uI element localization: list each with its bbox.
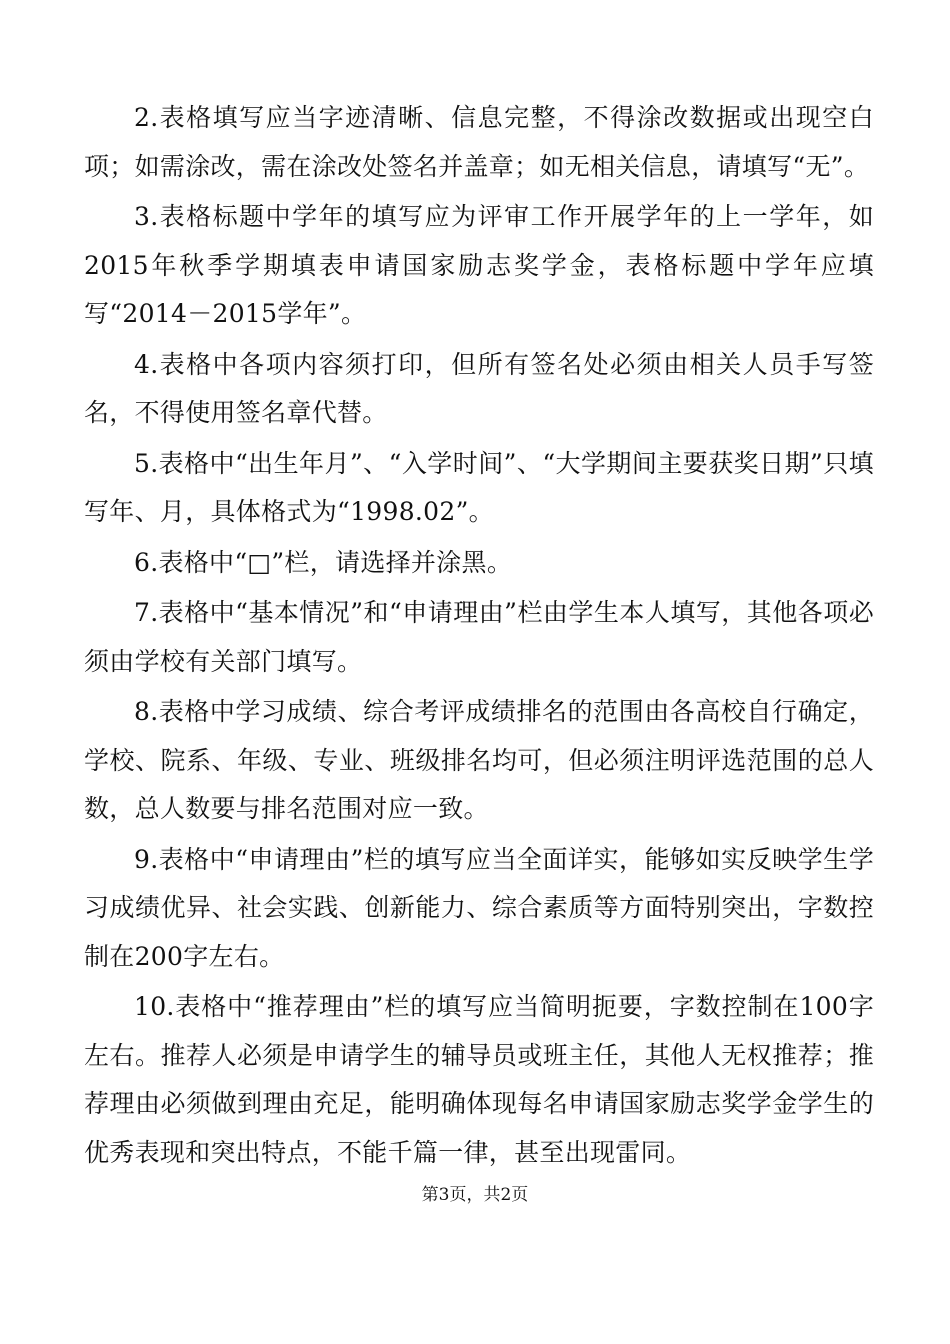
- instruction-item-8: 8.表格中学习成绩、综合考评成绩排名的范围由各高校自行确定，学校、院系、年级、专业、班级排名均可，但必须注明评选范围的总人数，总人数要与排名范围对应一致。: [84, 697, 874, 823]
- instruction-item-4: 4.表格中各项内容须打印，但所有签名处必须由相关人员手写签名，不得使用签名章代替。: [84, 349, 874, 427]
- instruction-item-6: 6.表格中“□”栏，请选择并涂黑。: [134, 547, 513, 577]
- document-body: [84, 94, 874, 1177]
- instruction-item-5: 5.表格中“出生年月”、“入学时间”、“大学期间主要获奖日期”只填写年、月，具体格式为“1998.02”。: [84, 448, 874, 526]
- instruction-item-2: 2.表格填写应当字迹清晰、信息完整，不得涂改数据或出现空白项；如需涂改，需在涂改处签名并盖章；如无相关信息，请填写“无”。: [84, 103, 874, 181]
- page-number-footer: 第3页，共2页: [421, 1185, 529, 1205]
- instruction-item-9: 9.表格中“申请理由”栏的填写应当全面详实，能够如实反映学生学习成绩优异、社会实践、创新能力、综合素质等方面特别突出，字数控制在200字左右。: [84, 844, 874, 971]
- instruction-item-3: 3.表格标题中学年的填写应为评审工作开展学年的上一学年，如2015年秋季学期填表申请国家励志奖学金，表格标题中学年应填写“2014－2015学年”。: [84, 202, 874, 328]
- instruction-item-7: 7.表格中“基本情况”和“申请理由”栏由学生本人填写，其他各项必须由学校有关部门填写。: [84, 598, 874, 676]
- instruction-item-10: 10.表格中“推荐理由”栏的填写应当简明扼要，字数控制在100字左右。推荐人必须是申请学生的辅导员或班主任，其他人无权推荐；推荐理由必须做到理由充足，能明确体现每名申请国家励志奖学金学生的优秀表现和突出特点，不能千篇一律，甚至出现雷同。: [84, 992, 874, 1167]
